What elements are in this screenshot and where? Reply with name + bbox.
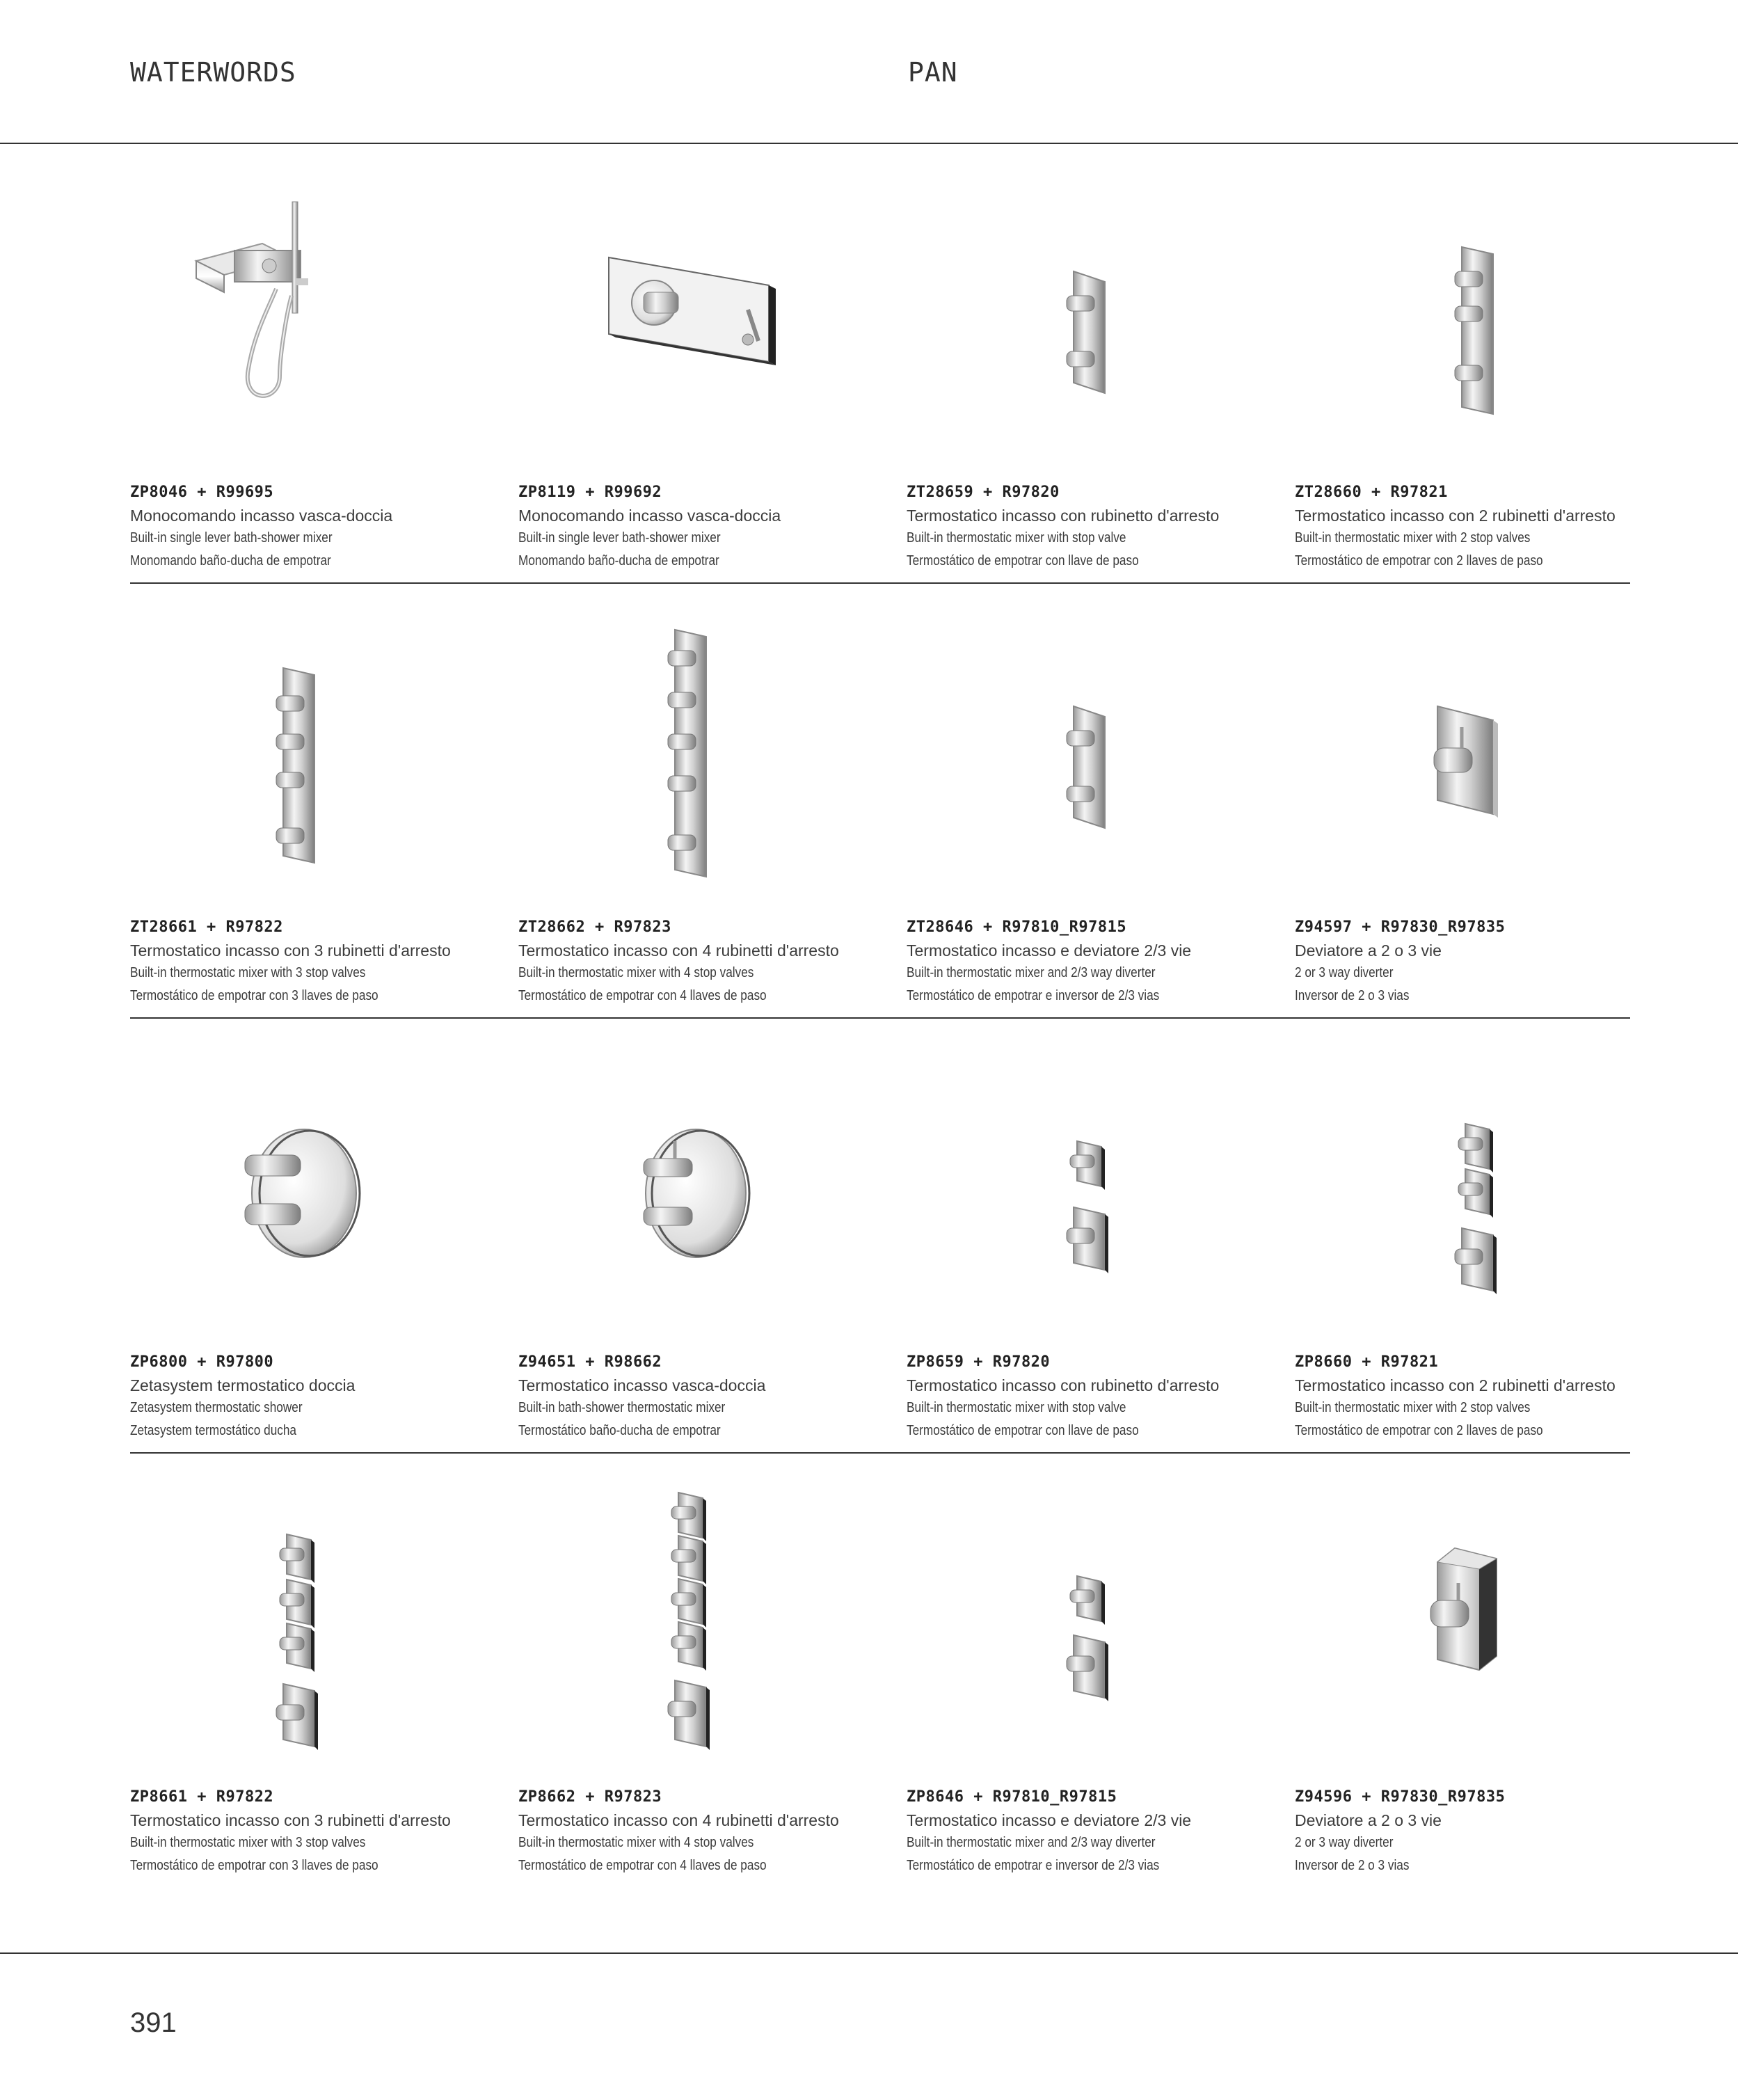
product-name-es: Termostático de empotrar con 2 llaves de paso	[1295, 1423, 1543, 1438]
product-name-es: Zetasystem termostático ducha	[130, 1423, 296, 1438]
thermostatic-plate-2-icon	[907, 174, 1282, 449]
product-name-it: Deviatore a 2 o 3 vie	[1295, 1811, 1442, 1829]
product-card[interactable]	[130, 581, 506, 1016]
product-card[interactable]	[130, 1451, 506, 1886]
product-name-es: Monomando baño-ducha de empotrar	[130, 553, 331, 568]
product-name-es: Termostático de empotrar con llave de paso	[907, 553, 1139, 568]
separate-valves-5-icon	[518, 1479, 894, 1753]
product-row	[130, 1451, 1630, 1886]
thermostatic-diverter-plate-icon	[907, 609, 1282, 884]
product-code: ZT28661 + R97822	[130, 918, 283, 936]
product-name-en: 2 or 3 way diverter	[1295, 1835, 1394, 1850]
product-code: ZT28660 + R97821	[1295, 484, 1448, 501]
bath-shower-mixer-plate-icon	[518, 174, 894, 449]
product-code: ZP8646 + R97810_R97815	[907, 1788, 1117, 1806]
product-name-en: Built-in thermostatic mixer with 3 stop valves	[130, 965, 366, 980]
product-name-es: Termostático de empotrar con 4 llaves de paso	[518, 1858, 767, 1873]
product-name-en: Built-in thermostatic mixer with 4 stop valves	[518, 1835, 754, 1850]
bath-shower-mixer-icon	[130, 174, 506, 449]
product-name-en: Built-in thermostatic mixer with 3 stop valves	[130, 1835, 366, 1850]
separate-valves-3-icon	[1295, 1044, 1671, 1319]
product-name-it: Termostatico incasso con 3 rubinetti d'arresto	[130, 1811, 451, 1829]
product-name-it: Termostatico incasso e deviatore 2/3 vie	[907, 941, 1192, 960]
product-card[interactable]	[130, 146, 506, 581]
product-card[interactable]	[1295, 581, 1671, 1016]
thermostatic-plate-4-icon	[130, 609, 506, 884]
product-row	[130, 146, 1630, 581]
product-name-en: Built-in thermostatic mixer and 2/3 way diverter	[907, 965, 1156, 980]
round-thermostatic-icon	[130, 1044, 506, 1319]
product-name-en: Built-in thermostatic mixer and 2/3 way diverter	[907, 1835, 1156, 1850]
product-name-en: Built-in thermostatic mixer with 2 stop valves	[1295, 530, 1531, 546]
product-code: ZP8661 + R97822	[130, 1788, 274, 1806]
product-code: Z94597 + R97830_R97835	[1295, 918, 1506, 936]
product-grid	[130, 146, 1630, 1886]
product-row	[130, 1016, 1630, 1451]
product-name-it: Deviatore a 2 o 3 vie	[1295, 941, 1442, 960]
product-code: ZT28659 + R97820	[907, 484, 1060, 501]
product-card[interactable]	[907, 581, 1282, 1016]
product-name-it: Termostatico incasso con 2 rubinetti d'arresto	[1295, 1376, 1616, 1394]
product-code: ZP8119 + R99692	[518, 484, 662, 501]
product-code: ZP8046 + R99695	[130, 484, 274, 501]
product-name-en: Built-in thermostatic mixer with 2 stop valves	[1295, 1400, 1531, 1415]
separate-valves-2-icon	[907, 1044, 1282, 1319]
product-name-es: Termostático de empotrar con 3 llaves de paso	[130, 988, 378, 1003]
product-name-es: Inversor de 2 o 3 vias	[1295, 1858, 1410, 1873]
product-code: ZP8662 + R97823	[518, 1788, 662, 1806]
product-code: ZP8660 + R97821	[1295, 1353, 1439, 1371]
round-bath-thermostatic-icon	[518, 1044, 894, 1319]
header-divider	[0, 143, 1738, 144]
product-code: ZP8659 + R97820	[907, 1353, 1051, 1371]
product-name-es: Monomando baño-ducha de empotrar	[518, 553, 719, 568]
product-card[interactable]	[907, 1451, 1282, 1886]
diverter-square-icon	[1295, 609, 1671, 884]
product-card[interactable]	[518, 146, 894, 581]
product-name-en: Built-in single lever bath-shower mixer	[130, 530, 333, 546]
product-card[interactable]	[130, 1016, 506, 1451]
page-number: 391	[130, 2007, 177, 2038]
product-row	[130, 581, 1630, 1016]
product-name-it: Termostatico incasso con 4 rubinetti d'arresto	[518, 941, 839, 960]
product-name-it: Monocomando incasso vasca-doccia	[518, 507, 781, 525]
product-code: Z94596 + R97830_R97835	[1295, 1788, 1506, 1806]
product-name-es: Termostático de empotrar con llave de paso	[907, 1423, 1139, 1438]
product-name-it: Termostatico incasso con 4 rubinetti d'arresto	[518, 1811, 839, 1829]
product-card[interactable]	[1295, 146, 1671, 581]
product-code: ZP6800 + R97800	[130, 1353, 274, 1371]
product-name-es: Termostático de empotrar con 4 llaves de paso	[518, 988, 767, 1003]
product-name-it: Monocomando incasso vasca-doccia	[130, 507, 393, 525]
product-card[interactable]	[518, 581, 894, 1016]
product-name-en: Built-in single lever bath-shower mixer	[518, 530, 721, 546]
product-name-it: Termostatico incasso e deviatore 2/3 vie	[907, 1811, 1192, 1829]
product-card[interactable]	[1295, 1451, 1671, 1886]
product-name-es: Inversor de 2 o 3 vias	[1295, 988, 1410, 1003]
separate-valves-4-icon	[130, 1479, 506, 1753]
product-name-en: Zetasystem thermostatic shower	[130, 1400, 303, 1415]
product-name-es: Termostático de empotrar con 3 llaves de paso	[130, 1858, 378, 1873]
product-card[interactable]	[907, 146, 1282, 581]
product-card[interactable]	[1295, 1016, 1671, 1451]
product-card[interactable]	[518, 1016, 894, 1451]
brand-title: WATERWORDS	[130, 57, 296, 88]
product-name-it: Termostatico incasso con rubinetto d'arresto	[907, 1376, 1220, 1394]
collection-title: PAN	[908, 57, 958, 88]
product-name-en: Built-in thermostatic mixer with stop valve	[907, 530, 1126, 546]
product-name-it: Termostatico incasso con 3 rubinetti d'arresto	[130, 941, 451, 960]
product-name-en: Built-in thermostatic mixer with stop valve	[907, 1400, 1126, 1415]
product-card[interactable]	[907, 1016, 1282, 1451]
product-name-es: Termostático baño-ducha de empotrar	[518, 1423, 721, 1438]
product-name-it: Termostatico incasso vasca-doccia	[518, 1376, 766, 1394]
product-name-it: Termostatico incasso con 2 rubinetti d'arresto	[1295, 507, 1616, 525]
product-name-es: Termostático de empotrar con 2 llaves de paso	[1295, 553, 1543, 568]
product-name-it: Zetasystem termostatico doccia	[130, 1376, 356, 1394]
product-code: ZT28662 + R97823	[518, 918, 671, 936]
product-code: ZT28646 + R97810_R97815	[907, 918, 1127, 936]
product-code: Z94651 + R98662	[518, 1353, 662, 1371]
separate-diverter-icon	[907, 1479, 1282, 1753]
product-name-es: Termostático de empotrar e inversor de 2/3 vias	[907, 1858, 1160, 1873]
product-name-en: Built-in bath-shower thermostatic mixer	[518, 1400, 726, 1415]
footer-divider	[0, 1952, 1738, 1954]
product-name-en: 2 or 3 way diverter	[1295, 965, 1394, 980]
diverter-cube-icon	[1295, 1479, 1671, 1753]
product-name-it: Termostatico incasso con rubinetto d'arresto	[907, 507, 1220, 525]
product-card[interactable]	[518, 1451, 894, 1886]
product-name-en: Built-in thermostatic mixer with 4 stop valves	[518, 965, 754, 980]
product-name-es: Termostático de empotrar e inversor de 2/3 vias	[907, 988, 1160, 1003]
thermostatic-plate-3-icon	[1295, 174, 1671, 449]
thermostatic-plate-5-icon	[518, 609, 894, 884]
